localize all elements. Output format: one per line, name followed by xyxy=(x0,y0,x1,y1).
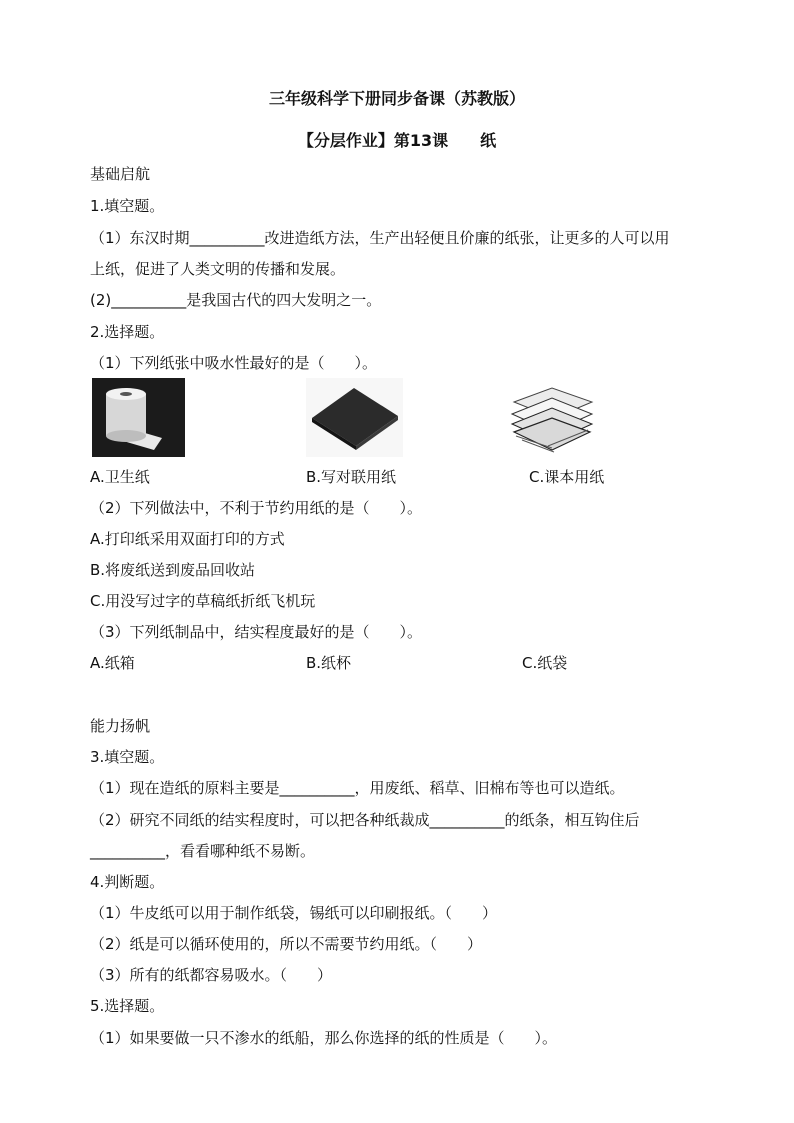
textbook-paper-image xyxy=(508,380,596,455)
q2-heading: 2.选择题。 xyxy=(90,323,165,341)
q1-sub2: (2)__________是我国古代的四大发明之一。 xyxy=(90,291,382,309)
q1-sub1-line1: （1）东汉时期__________改进造纸方法，生产出轻便且价廉的纸张，让更多的人可以用 xyxy=(90,229,670,247)
q2-sub1-option-b: B.写对联用纸 xyxy=(306,468,397,486)
q1-heading: 1.填空题。 xyxy=(90,197,165,215)
toilet-paper-image xyxy=(92,378,185,457)
q5-sub1: （1）如果要做一只不渗水的纸船，那么你选择的纸的性质是（ ）。 xyxy=(90,1029,558,1047)
section-heading-ability: 能力扬帆 xyxy=(90,717,151,735)
q4-heading: 4.判断题。 xyxy=(90,873,165,891)
q4-sub1: （1）牛皮纸可以用于制作纸袋，锡纸可以印刷报纸。（ ） xyxy=(90,904,498,922)
q2-sub3-option-b: B.纸杯 xyxy=(306,654,352,672)
q2-sub3: （3）下列纸制品中，结实程度最好的是（ ）。 xyxy=(90,623,423,641)
q4-sub2: （2）纸是可以循环使用的，所以不需要节约用纸。（ ） xyxy=(90,935,483,953)
q2-sub3-option-a: A.纸箱 xyxy=(90,654,135,672)
q3-sub2-line1: （2）研究不同纸的结实程度时，可以把各种纸裁成__________的纸条，相互钩住后 xyxy=(90,811,640,829)
q5-heading: 5.选择题。 xyxy=(90,997,165,1015)
q2-sub2-option-a: A.打印纸采用双面打印的方式 xyxy=(90,530,285,548)
q4-sub3: （3）所有的纸都容易吸水。（ ） xyxy=(90,966,333,984)
q1-sub1-line2: 上纸，促进了人类文明的传播和发展。 xyxy=(90,260,346,278)
q2-sub2-option-b: B.将废纸送到废品回收站 xyxy=(90,561,256,579)
q2-sub2-option-c: C.用没写过字的草稿纸折纸飞机玩 xyxy=(90,592,316,610)
q2-sub2: （2）下列做法中，不利于节约用纸的是（ ）。 xyxy=(90,499,423,517)
q2-sub1-option-c: C.课本用纸 xyxy=(529,468,605,486)
page-title: 三年级科学下册同步备课（苏教版） xyxy=(268,89,525,108)
section-heading-basic: 基础启航 xyxy=(90,165,151,183)
q3-heading: 3.填空题。 xyxy=(90,748,165,766)
page-subtitle: 【分层作业】第13课 纸 xyxy=(297,131,497,150)
q2-sub3-option-c: C.纸袋 xyxy=(522,654,568,672)
q3-sub2-line2: __________，看看哪种纸不易断。 xyxy=(90,842,316,860)
q3-sub1: （1）现在造纸的原料主要是__________，用废纸、稻草、旧棉布等也可以造纸。 xyxy=(90,779,625,797)
q2-sub1-option-a: A.卫生纸 xyxy=(90,468,150,486)
couplet-paper-image xyxy=(306,378,403,457)
q2-sub1: （1）下列纸张中吸水性最好的是（ ）。 xyxy=(90,354,378,372)
